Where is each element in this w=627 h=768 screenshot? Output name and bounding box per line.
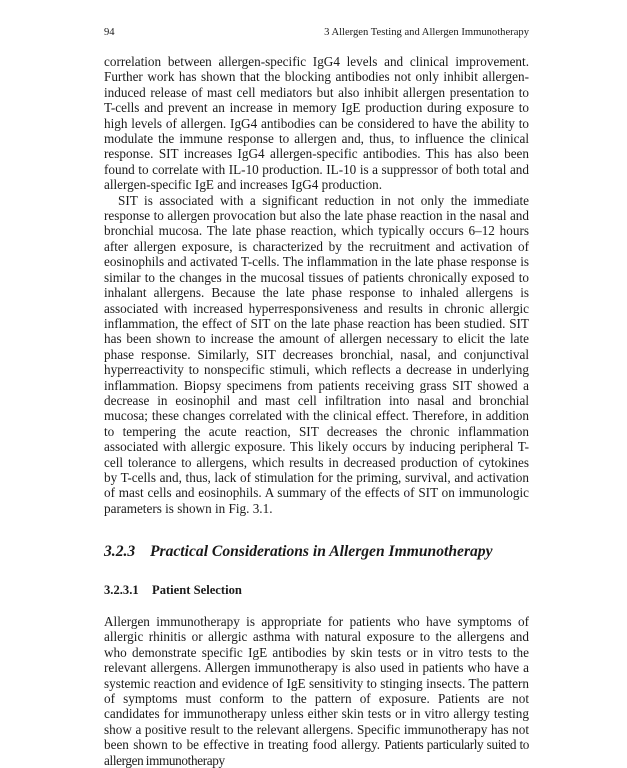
paragraph: SIT is associated with a significant reduction in not only the immediate response to allergen provocation but also the late phase reaction in the nasal and bronchial mucosa. The late phase reaction, which typically occurs 6–12 hours after allergen exposure, is characterized by the recruitment and activation of eosinophils and activated T-cells. The inflammation in the late phase response is similar to the changes in the mucosal tissues of patients chronically exposed to inhalant allergens. Because the late phase response to inhaled allergens is associated with increased hyperresponsiveness and results in chronic allergic inflammation, the effect of SIT on the late phase reaction has been studied. SIT has been shown to increase the amount of allergen necessary to elicit the late phase response. Similarly, SIT decreases bronchial, nasal, and conjunctival hyperreactivity to nonspecific stimuli, which reflects a decrease in underlying inflammation. Biopsy specimens from patients receiving grass SIT showed a decrease in eosinophil and mast cell infiltration into nasal and bronchial mucosa; these changes correlated with the clinical effect. Therefore, in addition to tempering the acute reaction, SIT decreases the chronic inflammation associated with allergic exposure. This likely occurs by inducing peripheral T-cell tolerance to allergens, which results in decreased production of cytokines by T-cells and, thus, lack of stimulation for the priming, survival, and activation of mast cells and eosinophils. A summary of the effects of SIT on immunologic parameters is shown in Fig. 3.1. [104, 192, 529, 516]
subsection-heading [104, 583, 529, 598]
paragraph-text-continued: Patients particularly suited to allergen immunotherapy [104, 737, 529, 768]
body-text [104, 54, 529, 516]
section-heading [104, 543, 529, 561]
subsection-title: Patient Selection [152, 583, 242, 597]
subsection-body-text [104, 614, 529, 768]
section-number: 3.2.3 [104, 543, 136, 560]
chapter-title: 3 Allergen Testing and Allergen Immunotherapy [324, 26, 529, 38]
running-head [104, 24, 529, 40]
paragraph: correlation between allergen-specific IgG4 levels and clinical improvement. Further work has shown that the blocking antibodies not only inhibit allergen-induced release of mast cell mediators but also inhibit allergen presentation to T-cells and prevent an increase in memory IgE production during exposure to high levels of allergen. IgG4 antibodies can be considered to have the ability to modulate the immune response to allergen and, thus, to influence the clinical response. SIT increases IgG4 allergen-specific antibodies. This has also been found to correlate with IL-10 production. IL-10 is a suppressor of both total and allergen-specific IgE and increases IgG4 production. [104, 54, 529, 193]
subsection-number: 3.2.3.1 [104, 583, 139, 597]
paragraph [104, 614, 529, 768]
page-number: 94 [104, 26, 115, 38]
section-title: Practical Considerations in Allergen Immunotherapy [150, 543, 493, 560]
paragraph-text: Allergen immunotherapy is appropriate for patients who have symptoms of allergic rhinitis or allergic asthma with natural exposure to the allergens and who demonstrate specific IgE antibodies by skin tests or in vitro tests to the relevant allergens. Allergen immunotherapy is also used in patients who have a systemic reaction and evidence of IgE sensitivity to stinging insects. The pattern of symptoms must conform to the pattern of exposure. Patients are not candidates for immunotherapy unless either skin tests or in vitro allergy testing show a positive result to the relevant allergens. Specific immunotherapy has not been shown to be effective in treating food allergy. [104, 614, 529, 753]
